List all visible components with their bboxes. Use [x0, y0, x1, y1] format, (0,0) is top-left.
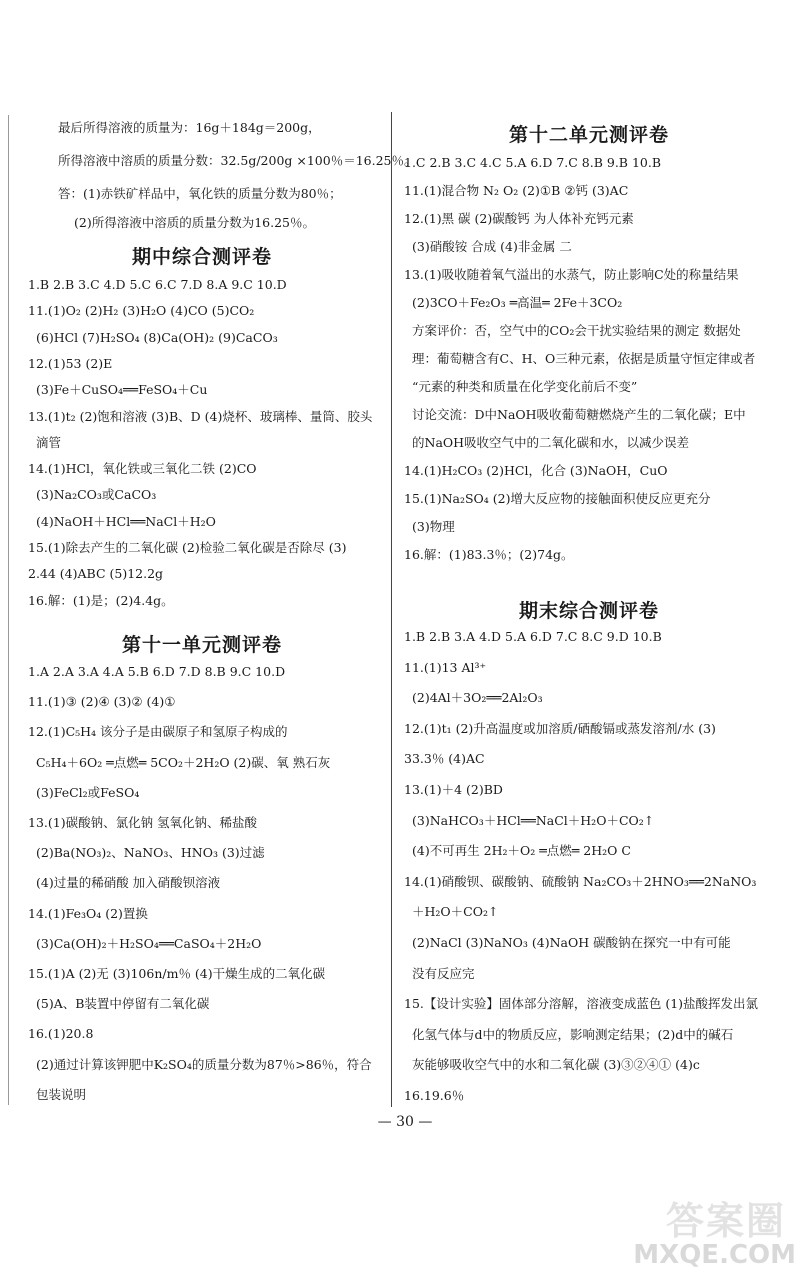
- answer-line: 1.A 2.A 3.A 4.A 5.B 6.D 7.D 8.B 9.C 10.D: [28, 664, 286, 679]
- answer-line: (2)NaCl (3)NaNO₃ (4)NaOH 碳酸钠在探究一中有可能: [412, 935, 731, 950]
- answer-line: 方案评价：否，空气中的CO₂会干扰实验结果的测定 数据处: [412, 323, 741, 338]
- answer-line: ＋H₂O＋CO₂↑: [412, 904, 499, 920]
- answer-line: 1.B 2.B 3.C 4.D 5.C 6.C 7.D 8.A 9.C 10.D: [28, 277, 287, 292]
- section-title-unit12: 第十二单元测评卷: [508, 124, 669, 146]
- answer-line: (6)HCl (7)H₂SO₄ (8)Ca(OH)₂ (9)CaCO₃: [36, 329, 278, 345]
- answer-line: 16.19.6％: [404, 1088, 465, 1103]
- answer-line: 14.(1)H₂CO₃ (2)HCl，化合 (3)NaOH，CuO: [404, 463, 668, 478]
- intro-line: 最后所得溶液的质量为：16g＋184g＝200g，: [58, 120, 321, 135]
- answer-line: 12.(1)t₁ (2)升高温度或加溶质/硒酸镉或蒸发溶剂/水 (3): [404, 720, 716, 736]
- answer-line: 11.(1)混合物 N₂ O₂ (2)①B ②钙 (3)AC: [404, 183, 629, 198]
- answer-line: 理：葡萄糖含有C、H、O三种元素，依据是质量守恒定律或者: [412, 351, 756, 366]
- answer-line: 15.(1)Na₂SO₄ (2)增大反应物的接触面积使反应更充分: [404, 491, 711, 506]
- page-edge-line: [8, 115, 9, 1105]
- answer-line: (3)Ca(OH)₂＋H₂SO₄══CaSO₄＋2H₂O: [36, 935, 262, 951]
- answer-line: 12.(1)C₅H₄ 该分子是由碳原子和氢原子构成的: [28, 724, 288, 740]
- intro-line: 所得溶液中溶质的质量分数：32.5g/200g ×100％＝16.25％。: [58, 153, 417, 168]
- answer-line: 滴管: [36, 434, 62, 450]
- answer-line: 15.(1)除去产生的二氧化碳 (2)检验二氧化碳是否除尽 (3): [28, 540, 347, 555]
- answer-line: 11.(1)③ (2)④ (3)② (4)①: [28, 694, 176, 710]
- answer-line: (4)NaOH＋HCl══NaCl＋H₂O: [36, 513, 216, 529]
- answer-line: (2)4Al＋3O₂══2Al₂O₃: [412, 690, 543, 706]
- answer-line: 14.(1)HCl，氧化铁或三氧化二铁 (2)CO: [28, 461, 257, 477]
- answer-line: (3)FeCl₂或FeSO₄: [36, 784, 140, 800]
- intro-line: (2)所得溶液中溶质的质量分数为16.25％。: [74, 215, 315, 230]
- answer-line: 1.C 2.B 3.C 4.C 5.A 6.D 7.C 8.B 9.B 10.B: [404, 155, 662, 170]
- answer-line: 讨论交流：D中NaOH吸收葡萄糖燃烧产生的二氧化碳；E中: [412, 407, 746, 422]
- answer-line: 16.解：(1)83.3％；(2)74g。: [404, 547, 574, 562]
- section-title-unit11: 第十一单元测评卷: [121, 634, 282, 656]
- column-divider: [391, 112, 392, 1107]
- answer-line: “元素的种类和质量在化学变化前后不变”: [412, 379, 638, 394]
- answer-line: C₅H₄＋6O₂ ═点燃═ 5CO₂＋2H₂O (2)碳、氧 熟石灰: [36, 754, 331, 770]
- answer-line: (3)物理: [412, 519, 455, 534]
- answer-line: 13.(1)t₂ (2)饱和溶液 (3)B、D (4)烧杯、玻璃棒、量筒、胶头: [28, 408, 373, 424]
- answer-line: (5)A、B装置中停留有二氧化碳: [36, 996, 210, 1012]
- answer-line: 13.(1)吸收随着氧气溢出的水蒸气，防止影响C处的称量结果: [404, 267, 739, 282]
- answer-line: 14.(1)Fe₃O₄ (2)置换: [28, 905, 148, 921]
- answer-line: 16.解：(1)是；(2)4.4g。: [28, 592, 174, 608]
- answer-line: (3)Na₂CO₃或CaCO₃: [36, 487, 157, 503]
- answer-line: 化氢气体与d中的物质反应，影响测定结果；(2)d中的碱石: [412, 1026, 734, 1042]
- answer-line: 包装说明: [36, 1086, 87, 1102]
- answer-line: 13.(1)碳酸钠、氯化钠 氢氧化钠、稀盐酸: [28, 815, 258, 830]
- answer-line: 33.3％ (4)AC: [404, 751, 485, 767]
- answer-line: (2)3CO＋Fe₂O₃ ═高温═ 2Fe＋3CO₂: [412, 295, 623, 310]
- answer-line: 14.(1)硝酸钡、碳酸钠、硫酸钠 Na₂CO₃＋2HNO₃══2NaNO₃: [404, 873, 757, 889]
- intro-line: 答：(1)赤铁矿样品中，氧化铁的质量分数为80％；: [58, 186, 342, 201]
- answer-line: 2.44 (4)ABC (5)12.2g: [28, 566, 164, 582]
- answer-line: (3)Fe＋CuSO₄══FeSO₄＋Cu: [36, 382, 208, 398]
- answer-line: 11.(1)13 Al³⁺: [404, 659, 487, 675]
- watermark-site: MXQE.COM: [633, 1240, 796, 1270]
- answer-line: (4)不可再生 2H₂＋O₂ ═点燃═ 2H₂O C: [412, 843, 631, 859]
- answer-line: 12.(1)53 (2)E: [28, 355, 113, 371]
- watermark: [633, 1190, 796, 1270]
- answer-line: (3)NaHCO₃＋HCl══NaCl＋H₂O＋CO₂↑: [412, 812, 655, 828]
- answer-line: 13.(1)＋4 (2)BD: [404, 782, 503, 797]
- answer-line: 没有反应完: [412, 965, 475, 981]
- answer-line: (2)Ba(NO₃)₂、NaNO₃、HNO₃ (3)过滤: [36, 845, 265, 861]
- section-title-midterm: 期中综合测评卷: [131, 246, 272, 268]
- answer-line: (2)通过计算该钾肥中K₂SO₄的质量分数为87％>86％，符合: [36, 1056, 372, 1072]
- answer-line: 12.(1)黑 碳 (2)碳酸钙 为人体补充钙元素: [404, 211, 634, 226]
- answer-line: 15.【设计实验】固体部分溶解，溶液变成蓝色 (1)盐酸挥发出氯: [404, 996, 759, 1012]
- watermark-logo: 答案圈: [665, 1199, 786, 1243]
- answer-line: 11.(1)O₂ (2)H₂ (3)H₂O (4)CO (5)CO₂: [28, 303, 255, 319]
- answer-line: 灰能够吸收空气中的水和二氧化碳 (3)③②④① (4)c: [412, 1057, 700, 1073]
- answer-line: 的NaOH吸收空气中的二氧化碳和水，以减少误差: [412, 435, 690, 450]
- answer-line: 1.B 2.B 3.A 4.D 5.A 6.D 7.C 8.C 9.D 10.B: [404, 629, 662, 644]
- answer-line: 16.(1)20.8: [28, 1026, 94, 1042]
- page-number: — 30 —: [377, 1114, 433, 1130]
- section-title-final: 期末综合测评卷: [518, 600, 659, 622]
- answer-line: (3)硝酸铵 合成 (4)非金属 二: [412, 239, 572, 254]
- answer-line: 15.(1)A (2)无 (3)106n/m％ (4)干燥生成的二氧化碳: [28, 966, 326, 981]
- answer-line: (4)过量的稀硝酸 加入硝酸钡溶液: [36, 875, 221, 891]
